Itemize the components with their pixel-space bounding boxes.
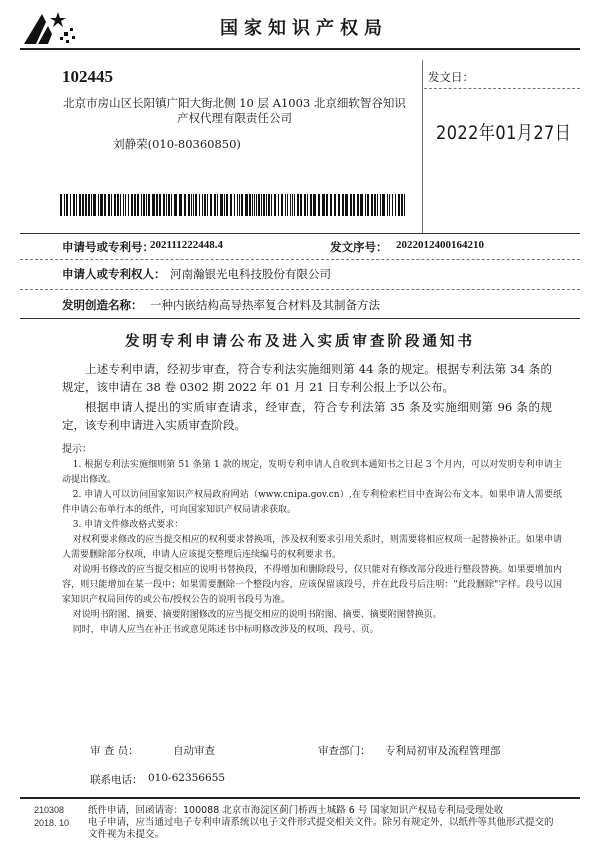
barcode-bar bbox=[120, 194, 121, 216]
barcode-bar bbox=[66, 194, 68, 216]
issue-date-divider bbox=[424, 88, 580, 89]
office-name: 国家知识产权局 bbox=[220, 18, 388, 39]
barcode-bar bbox=[220, 194, 223, 216]
barcode-bar bbox=[380, 194, 381, 216]
barcode-bar bbox=[338, 194, 340, 216]
barcode-bar bbox=[401, 194, 403, 216]
barcode-bar bbox=[82, 194, 84, 216]
notice-paragraph: 根据申请人提出的实质审查请求，经审查，符合专利法第 35 条及实施细则第 96 条的规定，该专利申请进入实质审查阶段。 bbox=[62, 400, 552, 432]
barcode-bar bbox=[152, 194, 155, 216]
barcode-bar bbox=[367, 194, 369, 216]
barcode-bar bbox=[371, 194, 373, 216]
barcode-bar bbox=[239, 194, 240, 216]
tip-item: 3. 申请文件修改格式要求： bbox=[72, 520, 184, 530]
barcode-bar bbox=[258, 194, 260, 216]
footer-note-line: 电子申请，应当通过电子专利申请系统以电子文件形式提交相关文件。除另有规定外，以纸件等其他形式提交的 bbox=[88, 817, 554, 828]
recipient-address: 北京市房山区长阳镇广阳大街北侧 10 层 A1003 北京细软智谷知识产权代理有限责任公司 bbox=[63, 96, 406, 125]
barcode-bar bbox=[360, 194, 363, 216]
barcode-bar bbox=[70, 194, 71, 216]
barcode-bar bbox=[108, 194, 110, 216]
barcode-bar bbox=[249, 194, 251, 216]
barcode-bar bbox=[143, 194, 145, 216]
barcode-bar bbox=[224, 194, 225, 216]
barcode-bar bbox=[146, 194, 147, 216]
barcode-bar bbox=[237, 194, 238, 216]
barcode-bar bbox=[307, 194, 308, 216]
barcode-bar bbox=[131, 194, 133, 216]
barcode-bar bbox=[281, 194, 283, 216]
barcode bbox=[60, 194, 415, 216]
doc-no-label: 发文序号： bbox=[330, 240, 388, 254]
barcode-bar bbox=[114, 194, 116, 216]
notice-paragraph: 上述专利申请，经初步审查，符合专利法实施细则第 44 条的规定。根据专利法第 34 条的规定，该申请在 38 卷 0302 期 2022 年 01 月 21 日专利公报上予以公布。 bbox=[62, 362, 552, 394]
barcode-bar bbox=[353, 194, 355, 216]
barcode-bar bbox=[98, 194, 99, 216]
barcode-bar bbox=[310, 194, 312, 216]
barcode-bar bbox=[230, 194, 232, 216]
field-divider bbox=[20, 289, 580, 290]
barcode-bar bbox=[365, 194, 366, 216]
barcode-bar bbox=[304, 194, 306, 216]
barcode-bar bbox=[392, 194, 393, 216]
barcode-bar bbox=[404, 194, 405, 216]
barcode-bar bbox=[85, 194, 87, 216]
barcode-bar bbox=[128, 194, 129, 216]
barcode-bar bbox=[168, 194, 170, 216]
barcode-bar bbox=[226, 194, 228, 216]
barcode-bar bbox=[91, 194, 92, 216]
barcode-bar bbox=[217, 194, 218, 216]
app-no: 202111222448.4 bbox=[150, 239, 224, 251]
field-divider bbox=[20, 318, 580, 319]
barcode-bar bbox=[268, 194, 270, 216]
issue-date-label: 发文日： bbox=[428, 70, 474, 84]
barcode-bar bbox=[342, 194, 344, 216]
barcode-bar bbox=[345, 194, 348, 216]
barcode-bar bbox=[191, 194, 192, 216]
tip-item: 2. 申请人可以访问国家知识产权局政府网站（www.cnipa.gov.cn）,在专利检索栏目中查询公布文本。如果申请人需要纸件申请公布单行本的纸件，可向国家知识产权局请求获取。 bbox=[62, 490, 562, 515]
postcode: 102445 bbox=[62, 67, 113, 86]
barcode-bar bbox=[195, 194, 197, 216]
barcode-bar bbox=[163, 194, 165, 216]
barcode-bar bbox=[166, 194, 167, 216]
footer-note-line: 文件视为未提交。 bbox=[88, 829, 165, 840]
barcode-bar bbox=[148, 194, 150, 216]
barcode-bar bbox=[252, 194, 253, 216]
form-code: 210308 bbox=[34, 805, 65, 815]
barcode-bar bbox=[88, 194, 90, 216]
invention-title: 一种内嵌结构高导热率复合材料及其制备方法 bbox=[150, 298, 380, 312]
barcode-bar bbox=[214, 194, 216, 216]
barcode-bar bbox=[274, 194, 276, 216]
barcode-bar bbox=[334, 194, 336, 216]
barcode-bar bbox=[199, 194, 200, 216]
barcode-bar bbox=[188, 194, 190, 216]
barcode-bar bbox=[60, 194, 62, 216]
tip-item: 1. 根据专利法实施细则第 51 条第 1 款的规定，发明专利申请人自收到本通知书之日起 3 个月内，可以对发明专利申请主动提出修改。 bbox=[62, 460, 562, 485]
barcode-bar bbox=[134, 194, 136, 216]
barcode-bar bbox=[300, 194, 302, 216]
barcode-bar bbox=[171, 194, 172, 216]
doc-no: 2022012400164210 bbox=[396, 239, 484, 251]
barcode-bar bbox=[64, 194, 65, 216]
barcode-bar bbox=[210, 194, 212, 216]
barcode-bar bbox=[159, 194, 161, 216]
barcode-bar bbox=[374, 194, 376, 216]
barcode-bar bbox=[245, 194, 248, 216]
tip-item: 对说明书修改的应当提交相应的说明书替换段，不得增加和删除段号，仅只能对有修改部分段进行整段替换。如果要增加内容，则只能增加在某一段中；如果需要删除一个整段内容，应该保留该段号，并在此段号后注明："此段删除"字样。段号以国家知识产权局回传的或公布/授权公告的说明书段号为准。 bbox=[62, 565, 562, 605]
barcode-bar bbox=[234, 194, 235, 216]
cnipa-emblem-icon bbox=[22, 10, 80, 46]
barcode-bar bbox=[241, 194, 243, 216]
barcode-bar bbox=[330, 194, 332, 216]
barcode-bar bbox=[256, 194, 257, 216]
barcode-bar bbox=[278, 194, 279, 216]
barcode-bar bbox=[73, 194, 75, 216]
barcode-bar bbox=[204, 194, 206, 216]
barcode-bar bbox=[156, 194, 158, 216]
barcode-bar bbox=[263, 194, 265, 216]
barcode-bar bbox=[266, 194, 267, 216]
barcode-bar bbox=[76, 194, 77, 216]
app-no-label: 申请号或专利号： bbox=[62, 240, 154, 254]
barcode-bar bbox=[318, 194, 320, 216]
barcode-bar bbox=[290, 194, 291, 216]
column-divider bbox=[422, 60, 423, 233]
phone-label: 联系电话： bbox=[90, 774, 143, 786]
barcode-bar bbox=[261, 194, 262, 216]
barcode-bar bbox=[357, 194, 359, 216]
examiner: 自动审查 bbox=[173, 745, 215, 757]
header-divider bbox=[20, 48, 580, 50]
barcode-bar bbox=[271, 194, 272, 216]
footer-note bbox=[88, 805, 588, 841]
field-divider bbox=[20, 233, 580, 234]
issue-date-stamp: 2022年01月27日 bbox=[436, 122, 572, 144]
phone: 010-62356655 bbox=[148, 772, 226, 784]
recipient-contact: 刘静荣(010-80360850) bbox=[113, 137, 241, 151]
barcode-bar bbox=[207, 194, 208, 216]
barcode-bar bbox=[398, 194, 400, 216]
barcode-bar bbox=[174, 194, 177, 216]
barcode-bar bbox=[93, 194, 96, 216]
barcode-bar bbox=[377, 194, 378, 216]
department: 专利局初审及流程管理部 bbox=[385, 745, 501, 757]
barcode-bar bbox=[350, 194, 352, 216]
examiner-label: 审 查 员： bbox=[90, 745, 139, 757]
barcode-bar bbox=[193, 194, 194, 216]
tip-item: 对权利要求修改的应当提交相应的权利要求替换项，涉及权利要求引用关系时，则需要将相应权项一起替换补正。如果申请人需要删除部分权项，申请人应该提交整理后连续编号的权利要求书。 bbox=[62, 535, 562, 560]
barcode-bar bbox=[123, 194, 124, 216]
barcode-bar bbox=[294, 194, 295, 216]
barcode-bar bbox=[184, 194, 186, 216]
form-date: 2018. 10 bbox=[34, 818, 70, 828]
barcode-bar bbox=[179, 194, 182, 216]
barcode-bar bbox=[254, 194, 255, 216]
barcode-bar bbox=[111, 194, 112, 216]
barcode-bar bbox=[297, 194, 299, 216]
barcode-bar bbox=[387, 194, 388, 216]
barcode-bar bbox=[141, 194, 142, 216]
footer-note-line: 纸件申请，回函请寄：100088 北京市海淀区蓟门桥西土城路 6 号 国家知识产权局专利局受理处收 bbox=[88, 805, 504, 816]
barcode-bar bbox=[117, 194, 119, 216]
barcode-bar bbox=[313, 194, 316, 216]
barcode-bar bbox=[285, 194, 286, 216]
barcode-bar bbox=[322, 194, 325, 216]
barcode-bar bbox=[395, 194, 396, 216]
barcode-bar bbox=[137, 194, 139, 216]
barcode-bar bbox=[100, 194, 103, 216]
barcode-bar bbox=[125, 194, 126, 216]
department-label: 审查部门： bbox=[318, 745, 371, 757]
applicant-label: 申请人或专利权人： bbox=[62, 267, 166, 281]
footer-divider bbox=[20, 797, 580, 799]
tips-list bbox=[62, 458, 562, 638]
tip-item: 对说明书附图、摘要、摘要附图修改的应当提交相应的说明书附图、摘要、摘要附图替换页。 bbox=[72, 610, 442, 620]
barcode-bar bbox=[79, 194, 81, 216]
tip-item: 同时，申请人应当在补正书或意见陈述书中标明修改涉及的权项、段号、页。 bbox=[72, 625, 379, 635]
notice-title: 发明专利申请公布及进入实质审查阶段通知书 bbox=[125, 333, 475, 350]
barcode-bar bbox=[389, 194, 390, 216]
field-divider bbox=[20, 259, 580, 260]
barcode-bar bbox=[104, 194, 106, 216]
barcode-bar bbox=[202, 194, 203, 216]
barcode-bar bbox=[287, 194, 288, 216]
applicant: 河南瀚银光电科技股份有限公司 bbox=[170, 267, 331, 281]
invention-label: 发明创造名称： bbox=[62, 298, 143, 312]
barcode-bar bbox=[292, 194, 293, 216]
barcode-bar bbox=[326, 194, 328, 216]
tips-heading: 提示： bbox=[62, 444, 92, 455]
barcode-bar bbox=[382, 194, 385, 216]
